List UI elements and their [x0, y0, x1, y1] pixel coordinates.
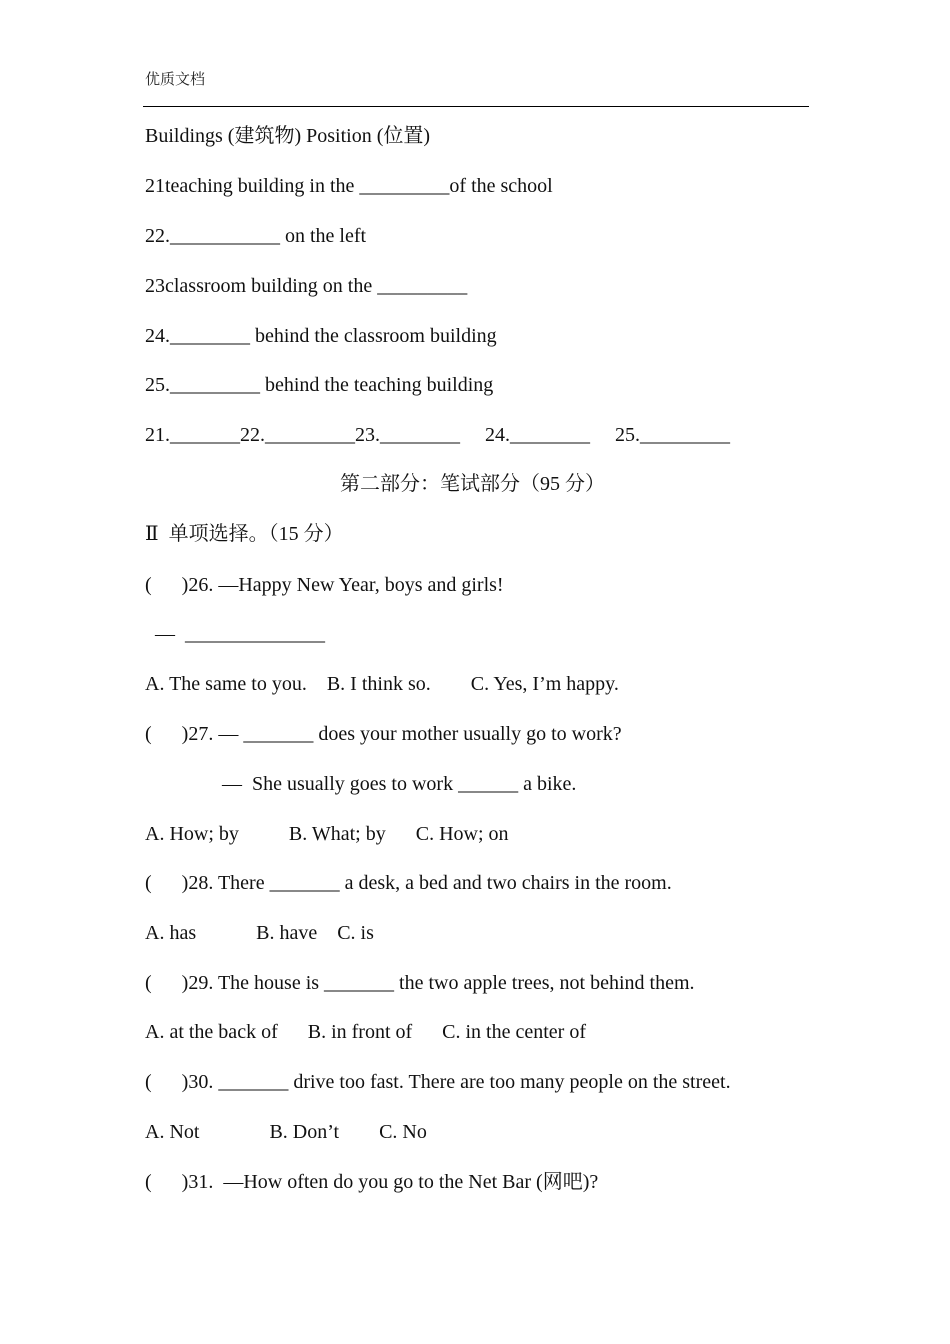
item-23: 23classroom building on the _________ [145, 275, 468, 297]
item-24: 24.________ behind the classroom building [145, 325, 497, 347]
part-two-heading: 第二部分：笔试部分（95 分） [340, 473, 605, 495]
question-27-options: A. How; by B. What; by C. How; on [145, 823, 509, 845]
question-29-options: A. at the back of B. in front of C. in the center of [145, 1021, 586, 1043]
question-31-stem: ( )31. —How often do you go to the Net Bar (网吧)? [145, 1171, 599, 1193]
answers-line: 21._______22._________23.________ 24.________ 25._________ [145, 424, 730, 446]
question-30-stem: ( )30. _______ drive too fast. There are too many people on the street. [145, 1071, 731, 1093]
question-26-options: A. The same to you. B. I think so. C. Yes, I’m happy. [145, 673, 619, 695]
question-28-stem: ( )28. There _______ a desk, a bed and two chairs in the room. [145, 872, 672, 894]
header-divider [143, 106, 809, 107]
question-27-reply: — She usually goes to work ______ a bike. [222, 773, 577, 795]
document-header-label: 优质文档 [145, 70, 206, 88]
question-30-options: A. Not B. Don’t C. No [145, 1121, 427, 1143]
item-25: 25._________ behind the teaching building [145, 374, 494, 396]
item-22: 22.___________ on the left [145, 225, 367, 247]
question-27-stem: ( )27. — _______ does your mother usually go to work? [145, 723, 622, 745]
question-26-stem: ( )26. —Happy New Year, boys and girls! [145, 574, 504, 596]
table-heading: Buildings (建筑物) Position (位置) [145, 125, 431, 147]
question-26-reply: — ______________ [145, 623, 325, 645]
question-28-options: A. has B. have C. is [145, 922, 374, 944]
question-29-stem: ( )29. The house is _______ the two apple trees, not behind them. [145, 972, 695, 994]
section-title: Ⅱ 单项选择。（15 分） [145, 523, 344, 545]
item-21: 21teaching building in the _________of the school [145, 175, 553, 197]
